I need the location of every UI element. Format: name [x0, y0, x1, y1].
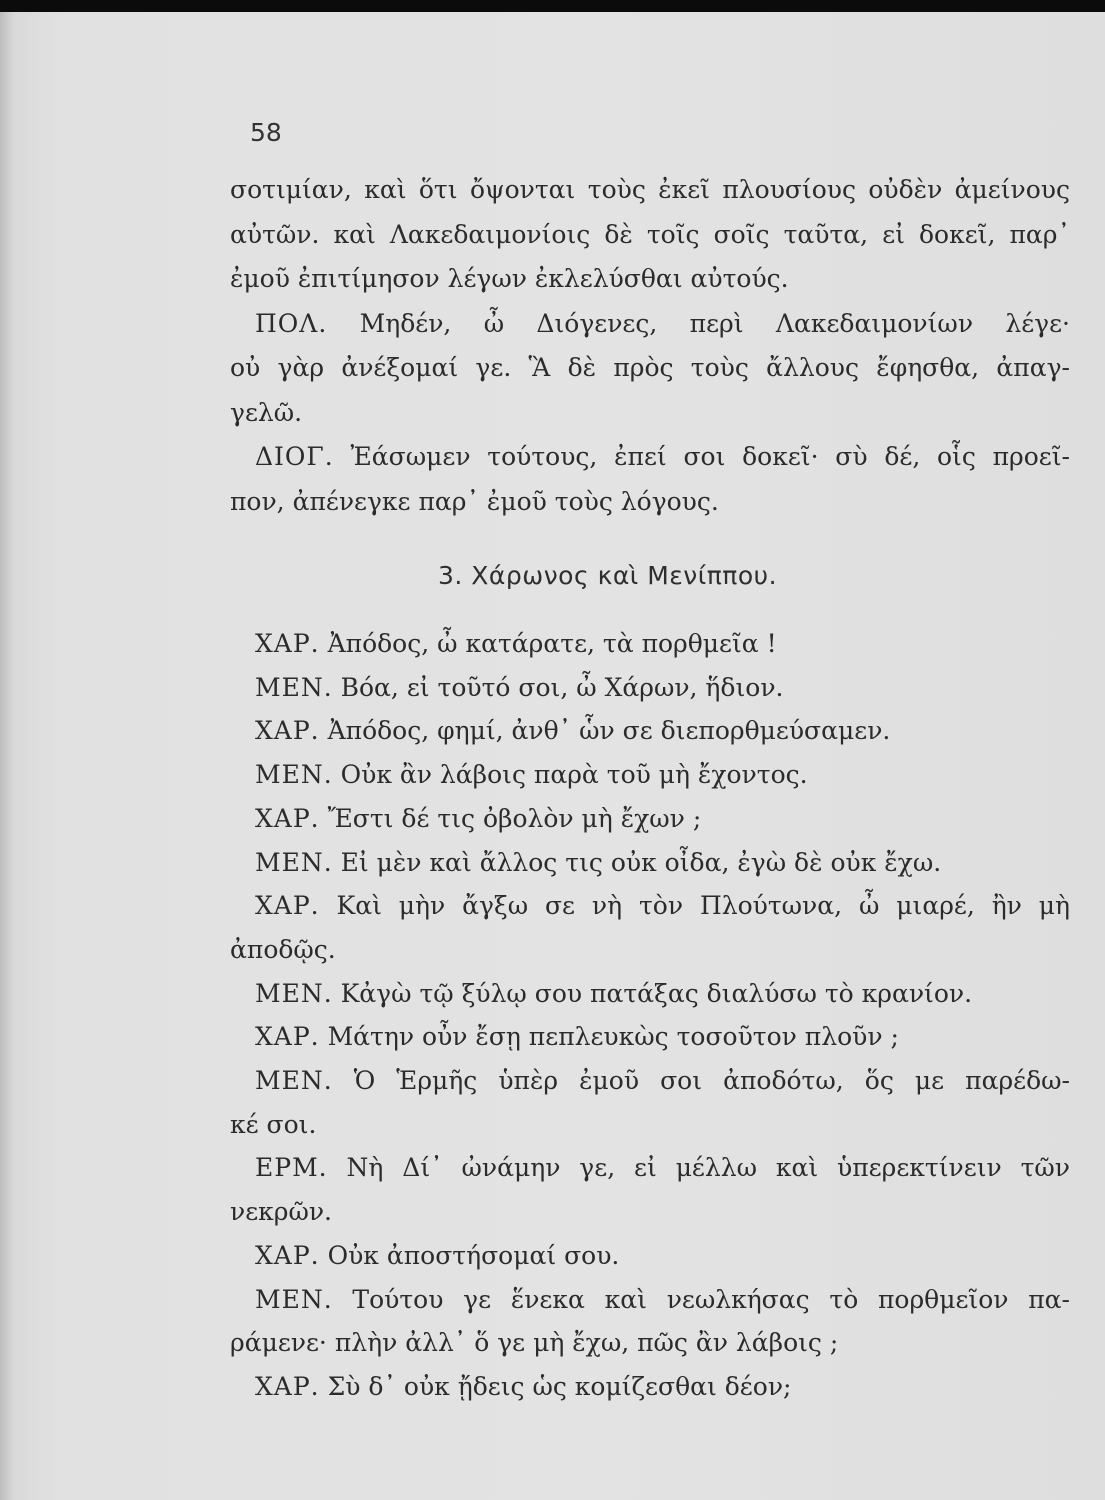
- line-text: Βόα, εἰ τοῦτό σοι, ὦ Χάρων, ἥδιον.: [340, 672, 784, 702]
- speaker-label: ΧΑΡ.: [255, 1240, 320, 1270]
- dialogue-line: [230, 891, 1070, 921]
- line-text: σοτιμίαν, καὶ ὅτι ὄψονται τοὺς ἐκεῖ πλουσίους οὐδὲν ἀμείνους: [230, 175, 1070, 204]
- line-text: Οὐκ ἂν λάβοις παρὰ τοῦ μὴ ἔχοντος.: [340, 760, 808, 790]
- text-line: [230, 1110, 1070, 1140]
- line-text: Κἀγὼ τῷ ξύλῳ σου πατάξας διαλύσω τὸ κρανίον.: [340, 978, 973, 1008]
- speaker-label: ΧΑΡ.: [255, 803, 320, 833]
- section-title: 3. Χάρωνος καὶ Μενίππου.: [438, 561, 778, 590]
- speaker-label: ΜΕΝ.: [255, 760, 333, 790]
- line-text: ἐμοῦ ἐπιτίμησον λέγων ἐκλελύσθαι αὐτούς.: [230, 264, 789, 293]
- text-line: [230, 1328, 1070, 1358]
- line-text: πον, ἀπένεγκε παρ᾽ ἐμοῦ τοὺς λόγους.: [230, 486, 719, 516]
- text-line: [230, 398, 1070, 428]
- text-line: [230, 935, 1070, 965]
- dialogue-line: [230, 1285, 1070, 1315]
- speaker-label: ΜΕΝ.: [255, 847, 333, 877]
- page-number: 58: [250, 118, 282, 147]
- book-page: [0, 12, 1105, 1500]
- line-text: Νὴ Δί᾽ ὠνάμην γε, εἰ μέλλω καὶ ὑπερεκτίνειν τῶν: [346, 1153, 1071, 1183]
- dialogue-line: [230, 629, 1070, 659]
- dialogue-line: [230, 1022, 1070, 1052]
- dialogue-line: [230, 760, 1070, 790]
- line-text: αὐτῶν. καὶ Λακεδαιμονίοις δὲ τοῖς σοῖς ταῦτα, εἰ δοκεῖ, παρ᾽: [230, 219, 1070, 249]
- speaker-label: ΜΕΝ.: [255, 978, 333, 1008]
- speaker-label: ΕΡΜ.: [255, 1153, 328, 1183]
- line-text: ἀποδῷς.: [230, 934, 336, 964]
- line-text: γελῶ.: [230, 397, 303, 427]
- line-text: ράμενε· πλὴν ἀλλ᾽ ὅ γε μὴ ἔχω, πῶς ἂν λάβοις ;: [230, 1328, 839, 1358]
- dialogue-line: [230, 442, 1070, 472]
- line-text: οὐ γὰρ ἀνέξομαί γε. Ἃ δὲ πρὸς τοὺς ἄλλους ἔφησθα, ἀπαγ-: [230, 353, 1070, 382]
- text-line: [230, 487, 1070, 517]
- dialogue-line: [230, 848, 1070, 878]
- line-text: Ἔστι δέ τις ὀβολὸν μὴ ἔχων ;: [327, 803, 702, 833]
- speaker-label: ΜΕΝ.: [255, 1066, 333, 1095]
- line-text: Ἐάσωμεν τούτους, ἐπεί σοι δοκεῖ· σὺ δέ, οἷς προεῖ-: [350, 442, 1070, 471]
- speaker-label: ΧΑΡ.: [255, 891, 320, 921]
- text-line: [230, 220, 1070, 250]
- line-text: Μηδέν, ὦ Διόγενες, περὶ Λακεδαιμονίων λέγε·: [359, 308, 1070, 338]
- line-text: Μάτην οὖν ἔσῃ πεπλευκὼς τοσοῦτον πλοῦν ;: [327, 1022, 899, 1052]
- speaker-label: ΧΑΡ.: [255, 1022, 320, 1052]
- text-line: [230, 175, 1070, 205]
- text-line: [230, 1197, 1070, 1227]
- line-text: Ὁ Ἑρμῆς ὑπὲρ ἐμοῦ σοι ἀποδότω, ὅς με παρέδω-: [353, 1066, 1070, 1095]
- line-text: Εἰ μὲν καὶ ἄλλος τις οὐκ οἶδα, ἐγὼ δὲ οὐκ ἔχω.: [340, 847, 942, 877]
- speaker-label: ΧΑΡ.: [255, 1371, 320, 1401]
- line-text: κέ σοι.: [230, 1109, 317, 1139]
- line-text: Σὺ δ᾽ οὐκ ᾔδεις ὡς κομίζεσθαι δέον;: [327, 1371, 792, 1401]
- line-text: Ἀπόδος, ὦ κατάρατε, τὰ πορθμεῖα !: [327, 629, 777, 658]
- dialogue-line: [230, 979, 1070, 1009]
- dialogue-line: [230, 1066, 1070, 1096]
- line-text: Τούτου γε ἕνεκα καὶ νεωλκήσας τὸ πορθμεῖον πα-: [352, 1284, 1070, 1314]
- dialogue-line: [230, 309, 1070, 339]
- line-text: Οὐκ ἀποστήσομαί σου.: [327, 1240, 620, 1270]
- speaker-label: ΔΙΟΓ.: [255, 442, 334, 471]
- dialogue-line: [230, 716, 1070, 746]
- line-text: Καὶ μὴν ἄγξω σε νὴ τὸν Πλούτωνα, ὦ μιαρέ, ἢν μὴ: [336, 891, 1070, 921]
- speaker-label: ΜΕΝ.: [255, 1284, 333, 1314]
- dialogue-line: [230, 804, 1070, 834]
- line-text: Ἀπόδος, φημί, ἀνθ᾽ ὧν σε διεπορθμεύσαμεν.: [327, 716, 891, 746]
- text-line: [230, 264, 1070, 294]
- dialogue-line: [230, 1241, 1070, 1271]
- speaker-label: ΜΕΝ.: [255, 672, 333, 702]
- dialogue-line: [230, 1372, 1070, 1402]
- text-line: [230, 353, 1070, 383]
- line-text: νεκρῶν.: [230, 1197, 333, 1227]
- speaker-label: ΠΟΛ.: [255, 308, 328, 338]
- dialogue-line: [230, 673, 1070, 703]
- speaker-label: ΧΑΡ.: [255, 629, 320, 658]
- dialogue-line: [230, 1153, 1070, 1183]
- speaker-label: ΧΑΡ.: [255, 716, 320, 746]
